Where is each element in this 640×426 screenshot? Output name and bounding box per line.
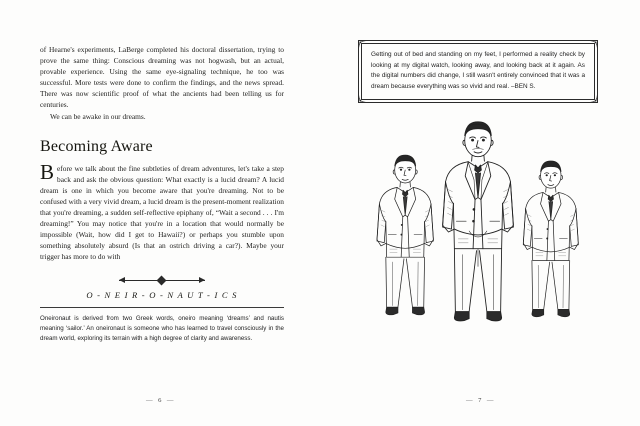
- testimonial-quote-box: [358, 40, 598, 103]
- sidebar-term-title: O - N E I R - O - N A U T - I C S: [86, 289, 238, 300]
- page-right: [320, 0, 640, 426]
- page-number-right: [320, 397, 640, 404]
- drop-cap: B: [40, 159, 55, 184]
- folio-dash-right: —: [166, 397, 174, 404]
- paragraph-awake-in-dreams: We can be awake in our dreams.: [50, 111, 146, 121]
- testimonial-quote-text: Getting out of bed and standing on my feet, I performed a reality check by looking at my digital watch, looking away, and looking back at it again. As the digital numbers did change, I still wasn't entirely convinced that it was a dream because everything was so vivid and real. –BEN S.: [371, 51, 585, 90]
- folio-dash-left: —: [146, 397, 154, 404]
- ornament-divider-icon: [119, 276, 205, 285]
- sidebar-rule: [40, 307, 284, 308]
- page-number-left: [0, 397, 320, 404]
- corner-flourish-icon: [587, 92, 598, 103]
- three-men-engraving-icon: [356, 117, 600, 347]
- folio-dash-right: —: [486, 397, 494, 404]
- folio-number-left: 6: [158, 397, 162, 404]
- illustration-three-men: [356, 117, 600, 347]
- folio-dash-left: —: [466, 397, 474, 404]
- corner-flourish-icon: [587, 40, 598, 51]
- paragraph-continuation: of Hearne's experiments, LaBerge completed his doctoral dissertation, trying to prove the same thing: Conscious dreaming was not hogwash, but an actual, provable experience. Using the same eye-signaling technique, he too was successful. More tests were done to confirm the findings, and the news spread. There was now scientific proof of what the ancients had been telling us for centuries.: [40, 45, 284, 110]
- paragraph-becoming-aware: [40, 159, 284, 263]
- sidebar-definition: Oneironaut is derived from two Greek words, oneiro meaning ‘dreams’ and nautis meaning ‘sailor.’ An oneironaut is someone who has learned to travel consciously in the dream world, exploring its terrain with a high degree of clarity and awareness.: [40, 314, 284, 343]
- chapter-title: Becoming Aware: [40, 137, 153, 155]
- corner-flourish-icon: [358, 92, 369, 103]
- corner-flourish-icon: [358, 40, 369, 51]
- folio-number-right: 7: [478, 397, 482, 404]
- paragraph-becoming-aware-text: efore we talk about the fine subtleties of dream adventures, let's take a step back and ask the obvious question: What exactly is a lucid dream? A lucid dream is one in which you become aware that you're dreaming. Not to be confused with a very vivid dream, a lucid dream is the present-moment realization that you're dreaming, a sudden self-reflective epiphany of, “Wait a second . . . I'm dreaming!” You may notice that you're in a location that would normally be impossible (Wait, how did I get to Hawaii?) or perhaps you stumble upon something absolutely absurd (Is that an ostrich driving a car?). Maybe your trigger has more to do with: [40, 163, 284, 262]
